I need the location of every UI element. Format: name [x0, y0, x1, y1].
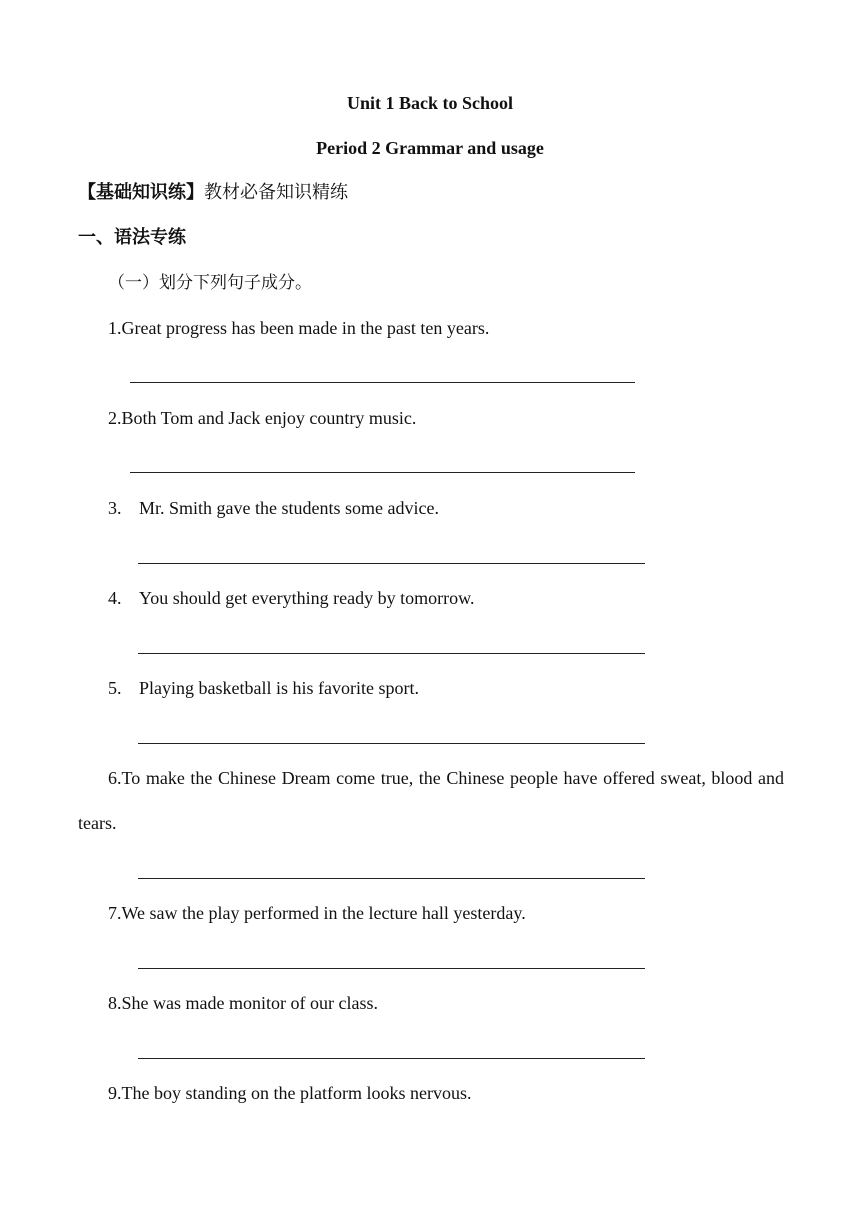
question-text: Great progress has been made in the past ten years. — [121, 318, 490, 338]
question-item — [108, 497, 439, 519]
section-one-label: 一、语法专练 — [78, 227, 186, 248]
question-text: She was made monitor of our class. — [121, 993, 378, 1013]
question-number: 6. — [108, 768, 122, 788]
answer-blank-line[interactable] — [138, 878, 645, 879]
question-number: 3. — [108, 498, 122, 518]
question-number: 7. — [108, 903, 122, 923]
answer-blank-line[interactable] — [138, 968, 645, 969]
answer-blank-line[interactable] — [130, 382, 635, 383]
section-bracket-label: 【基础知识练】 — [78, 182, 204, 203]
answer-blank-line[interactable] — [130, 472, 635, 473]
page-title: Unit 1 Back to School — [346, 93, 514, 113]
question-text: Both Tom and Jack enjoy country music. — [121, 408, 417, 428]
answer-blank-line[interactable] — [138, 653, 645, 654]
question-number: 9. — [108, 1083, 122, 1103]
question-item — [108, 902, 526, 924]
question-number: 4. — [108, 588, 122, 608]
page-subtitle: Period 2 Grammar and usage — [316, 138, 544, 158]
question-text: The boy standing on the platform looks nervous. — [121, 1083, 472, 1103]
answer-blank-line[interactable] — [138, 1058, 645, 1059]
question-number: 5. — [108, 678, 122, 698]
question-text: Playing basketball is his favorite sport. — [139, 678, 419, 698]
part-one-instruction: （一）划分下列句子成分。 — [108, 273, 312, 293]
question-text: We saw the play performed in the lecture hall yesterday. — [121, 903, 526, 923]
question-item — [78, 756, 784, 846]
question-number: 1. — [108, 318, 122, 338]
question-text: To make the Chinese Dream come true, the Chinese people have offered sweat, blood and tears. — [78, 768, 784, 833]
answer-blank-line[interactable] — [138, 743, 645, 744]
question-number: 8. — [108, 993, 122, 1013]
question-item — [108, 992, 378, 1014]
answer-blank-line[interactable] — [138, 563, 645, 564]
section-grammar-practice — [78, 227, 186, 249]
question-text: Mr. Smith gave the students some advice. — [139, 498, 439, 518]
question-item — [108, 677, 419, 699]
question-item — [108, 1082, 471, 1104]
question-number: 2. — [108, 408, 122, 428]
question-item — [108, 587, 474, 609]
section-description: 教材必备知识精练 — [204, 182, 348, 203]
question-item — [108, 317, 489, 339]
question-item — [108, 407, 416, 429]
question-text: You should get everything ready by tomorrow. — [139, 588, 475, 608]
section-basic-knowledge — [78, 182, 348, 204]
